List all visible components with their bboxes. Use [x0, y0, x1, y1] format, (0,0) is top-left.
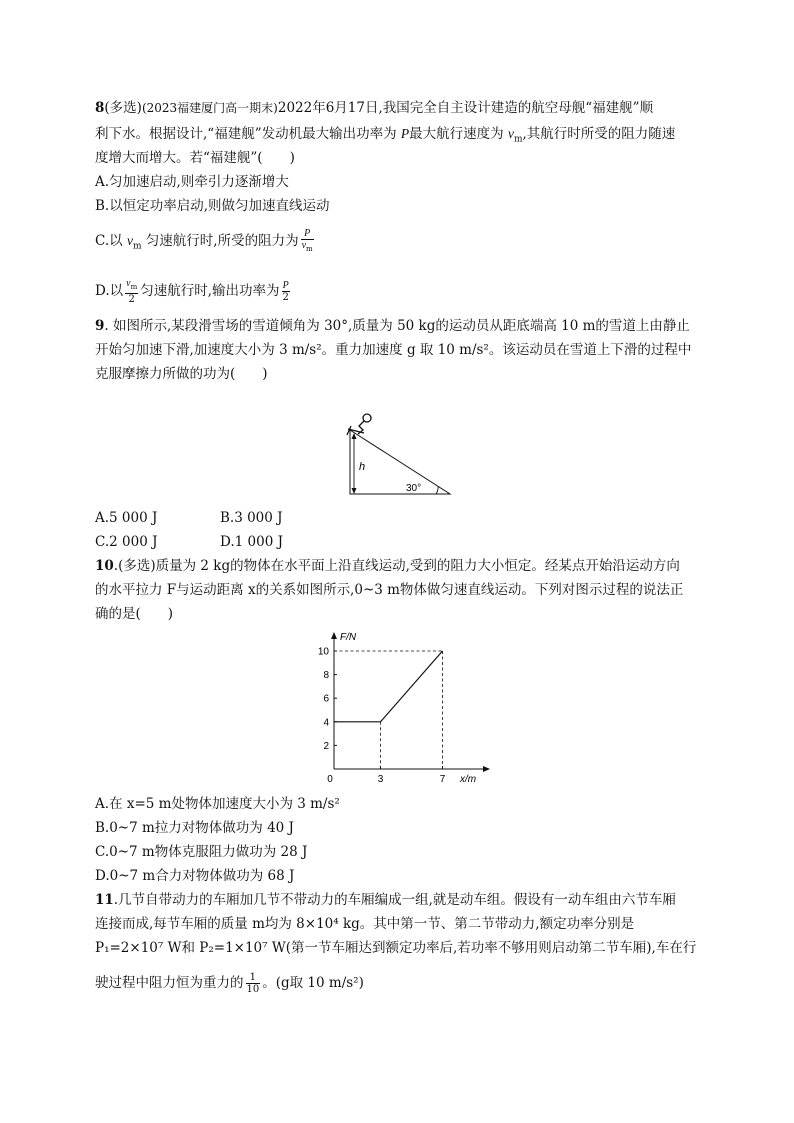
q10-option-a: A.在 x=5 m处物体加速度大小为 3 m/s²	[95, 796, 340, 812]
q8-option-d	[95, 278, 292, 305]
q8-text-2c: ,其航行时所受的阻力随速	[522, 126, 676, 142]
y-tick-label-4: 4	[323, 717, 329, 729]
q8-text-2b: 最大航行速度为	[409, 126, 508, 142]
q10-line-1	[95, 556, 680, 576]
q11-text-4b: 。(g取 10 m/s²)	[262, 975, 364, 991]
fraction-denominator-sub: m	[306, 245, 313, 253]
chart-x-arrow	[483, 766, 490, 772]
y-tick-label-2: 2	[323, 740, 329, 752]
q8-symbol-v: v	[507, 126, 514, 141]
q8-option-c-fraction	[301, 228, 314, 255]
q9-option-b: B.3 000 J	[220, 510, 283, 526]
chart-x-label: x/m	[460, 774, 477, 785]
q10-option-b: B.0~7 m拉力对物体做功为 40 J	[95, 820, 294, 836]
q8-tag: (多选)	[104, 100, 142, 116]
q10-line-3: 确的是( )	[95, 606, 174, 622]
q9-slope-figure	[330, 404, 460, 500]
q8-option-c-v-sub: m	[132, 241, 142, 252]
q9-option-d: D.1 000 J	[220, 534, 283, 550]
force-series-line	[334, 651, 443, 722]
q11-line-1	[95, 890, 676, 910]
q10-line-2: 的水平拉力 F与运动距离 x的关系如图所示,0~3 m物体做匀速直线运动。下列对图示过程的说法正	[95, 582, 684, 598]
q8-option-d-text-b: 匀速航行时,输出功率为	[140, 283, 280, 299]
fraction-denominator: 10	[246, 984, 260, 995]
skier-icon	[347, 414, 371, 435]
height-label: h	[359, 461, 366, 473]
fraction-numerator-sub: m	[130, 283, 138, 291]
height-arrow-head-bottom	[352, 488, 357, 494]
q9-line-1	[95, 316, 690, 336]
q9-number: 9	[95, 318, 105, 334]
fraction-numerator: P	[301, 228, 314, 240]
x-tick-label-0: 0	[327, 774, 333, 785]
q9-option-a: A.5 000 J	[95, 510, 158, 526]
q11-number: 11	[95, 892, 114, 908]
chart-y-arrow	[331, 632, 337, 639]
x-tick-label-3: 3	[377, 774, 384, 785]
q9-option-c: C.2 000 J	[95, 534, 158, 550]
fraction-numerator: P	[282, 280, 289, 291]
q9-text-1: . 如图所示,某段滑雪场的雪道倾角为 30°,质量为 50 kg的运动员从距底端高 10 m的雪道上由静止	[104, 318, 690, 334]
q9-line-3: 克服摩擦力所做的功为( )	[95, 366, 268, 382]
q8-text-2a: 利下水。根据设计,“福建舰”发动机最大输出功率为	[95, 126, 401, 142]
y-tick-label-10: 10	[317, 646, 329, 658]
q8-option-c-v: v	[126, 233, 133, 248]
q10-force-distance-chart	[310, 628, 500, 788]
q8-option-d-fraction-1	[125, 278, 138, 305]
fraction-denominator: 2	[128, 294, 135, 305]
chart-y-label: F/N	[340, 632, 357, 643]
q11-line-3: P₁=2×10⁷ W和 P₂=1×10⁷ W(第一节车厢达到额定功率后,若功率不够用则启动第二节车厢),车在行	[95, 940, 697, 956]
q8-line-2	[95, 124, 675, 150]
q8-number: 8	[95, 100, 105, 116]
fraction-denominator: v	[301, 240, 307, 251]
q8-option-b: B.以恒定功率启动,则做匀加速直线运动	[95, 198, 330, 214]
y-tick-label-6: 6	[323, 693, 329, 705]
q8-option-d-text-a: D.以	[95, 283, 124, 299]
q8-symbol-p: P	[400, 126, 410, 141]
q10-option-d: D.0~7 m合力对物体做功为 68 J	[95, 868, 295, 884]
x-tick-label-7: 7	[439, 774, 446, 785]
q11-line-2: 连接而成,每节车厢的质量 m均为 8×10⁴ kg。其中第一节、第二节带动力,额定功率分别是	[95, 916, 635, 932]
q10-number: 10	[95, 558, 114, 574]
q8-option-c-text-b: 匀速航行时,所受的阻力为	[141, 233, 299, 249]
q11-fraction	[246, 972, 261, 995]
q10-option-c: C.0~7 m物体克服阻力做功为 28 J	[95, 844, 308, 860]
q8-text-1: 2022年6月17日,我国完全自主设计建造的航空母舰“福建舰”顺	[277, 100, 654, 116]
q8-source: (2023福建厦门高一期末)	[141, 101, 278, 115]
fraction-numerator: v	[126, 278, 131, 289]
q8-option-a: A.匀加速启动,则牵引力逐渐增大	[95, 174, 289, 190]
q8-option-c	[95, 228, 316, 257]
fraction-denominator: 2	[282, 292, 289, 303]
q8-symbol-v-sub: m	[513, 134, 523, 145]
angle-arc	[436, 486, 438, 494]
q11-line-4	[95, 972, 364, 995]
fraction-numerator: 1	[246, 972, 261, 984]
y-tick-label-8: 8	[323, 670, 329, 682]
q8-line-3: 度增大而增大。若“福建舰”( )	[95, 150, 295, 166]
q10-text-1: .(多选)质量为 2 kg的物体在水平面上沿直线运动,受到的阻力大小恒定。经某点开始沿运动方向	[113, 558, 680, 574]
q8-option-d-fraction-2	[282, 280, 290, 303]
q8-option-c-text-a: C.以	[95, 233, 127, 249]
q8-line-1	[95, 98, 653, 118]
angle-label: 30°	[406, 483, 422, 494]
q11-text-4a: 驶过程中阻力恒为重力的	[95, 975, 244, 991]
q11-text-1: .几节自带动力的车厢加几节不带动力的车厢编成一组,就是动车组。假设有一动车组由六节车厢	[113, 892, 676, 908]
q9-line-2: 开始匀加速下滑,加速度大小为 3 m/s²。重力加速度 g 取 10 m/s²。该运动员在雪道上下滑的过程中	[95, 342, 692, 358]
